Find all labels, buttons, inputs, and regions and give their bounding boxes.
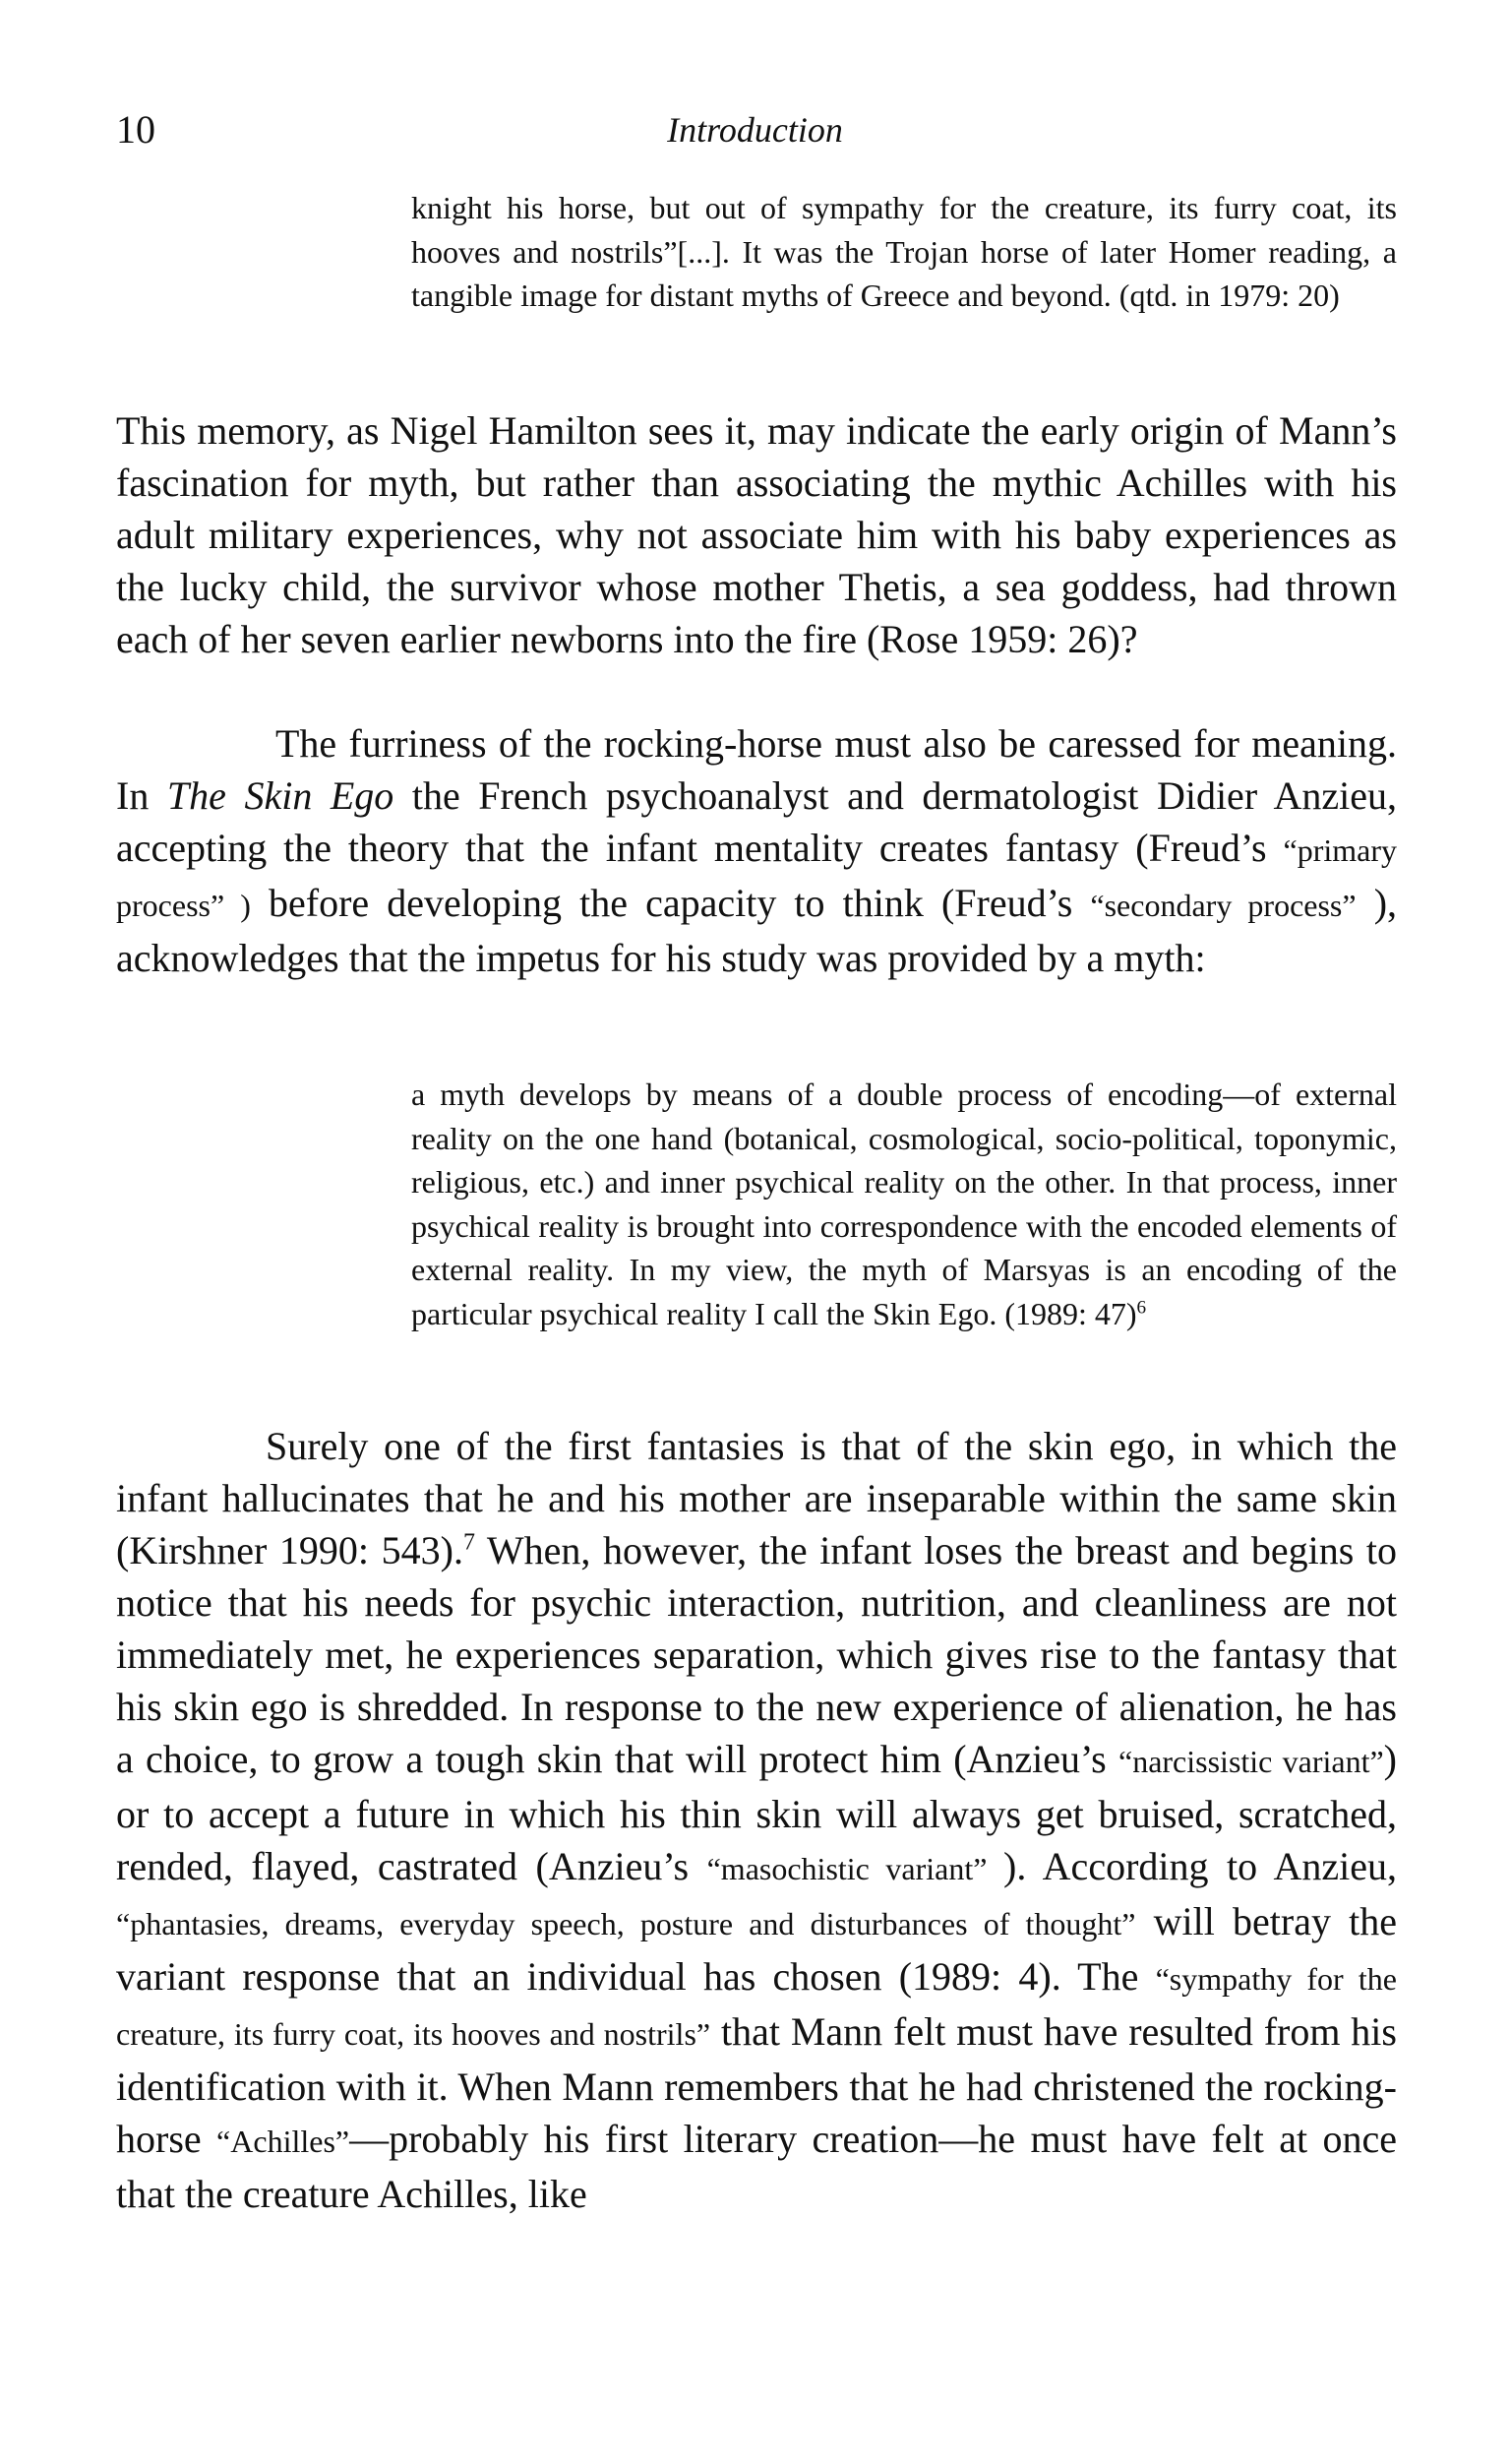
block-quote-2-text: a myth develops by means of a double process of encoding—of external reality on the one hand (botanical, cosmological, socio-political, toponymic, religious, etc.) and inner psychical reality on the other. In that process, inner psychical reality is brought into correspondence with the encoded elements of external reality. In my view, the myth of Marsyas is an encoding of the particular psychical reality I call the Skin Ego. (1989: 47) bbox=[411, 1077, 1397, 1331]
page-number: 10 bbox=[116, 107, 155, 152]
paragraph-3-text-a: Surely one of the first fantasies is that of the skin ego, in which the infant hallucinates that he and his mother are inseparable within the same skin (Kirshner 1990: 543). bbox=[116, 1424, 1397, 1572]
quote-masochistic-variant: “masochistic variant” bbox=[706, 1851, 1004, 1886]
quote-secondary-process: “secondary process” bbox=[1090, 888, 1357, 923]
block-quote-1 bbox=[411, 186, 1397, 318]
paragraph-3-text-b: When, however, the infant loses the breast and begins to notice that his needs for psychic interaction, nutrition, and cleanliness are not immediately met, he experiences separation, which gives rise to the fantasy that his skin ego is shredded. In response to the new experience of alienation, he has a choice, to grow a tough skin that will protect him (Anzieu’s bbox=[116, 1528, 1398, 1781]
paragraph-2 bbox=[116, 717, 1397, 984]
paragraph-2-text-d: ), acknowledges that the impetus for his study was provided by a myth: bbox=[116, 881, 1398, 980]
paragraph-3 bbox=[116, 1420, 1397, 2220]
block-quote-1-text: knight his horse, but out of sympathy for the creature, its furry coat, its hooves and nostrils”[...]. It was the Trojan horse of later Homer reading, a tangible image for distant myths of Greece and beyond. (qtd. in 1979: 20) bbox=[411, 190, 1397, 313]
footnote-marker-6: 6 bbox=[1136, 1296, 1147, 1318]
quote-phantasies: “phantasies, dreams, everyday speech, posture and disturbances of thought” bbox=[116, 1906, 1136, 1941]
paragraph-2-text-b: the French psychoanalyst and dermatologist Didier Anzieu, accepting the theory that the infant mentality creates fantasy (Freud’s bbox=[116, 773, 1397, 870]
paragraph-2-text-a: The furriness of the rocking-horse must also be caressed for meaning. In bbox=[116, 721, 1397, 818]
quote-sympathy: “sympathy for the creature, its furry coat, its hooves and nostrils” bbox=[116, 1961, 1398, 2052]
paragraph-3-text-g: —probably his first literary creation—he must have felt at once that the creature Achilles, like bbox=[116, 2117, 1398, 2216]
paragraph-2-text-c: before developing the capacity to think (Freud’s bbox=[250, 881, 1091, 925]
paragraph-3-text-d: ). According to Anzieu, bbox=[1003, 1844, 1398, 1888]
paragraph-3-text-f: that Mann felt must have resulted from his identification with it. When Mann remembers that he had christened the rocking-horse bbox=[116, 2009, 1397, 2161]
block-quote-2 bbox=[411, 1073, 1397, 1335]
paragraph-3-text-e: will betray the variant response that an individual has chosen (1989: 4). The bbox=[116, 1899, 1397, 1999]
quote-achilles: “Achilles” bbox=[216, 2124, 350, 2159]
running-title: Introduction bbox=[667, 110, 843, 150]
footnote-marker-7: 7 bbox=[462, 1529, 475, 1556]
quote-narcissistic-variant: “narcissistic variant” bbox=[1117, 1744, 1384, 1779]
paragraph-1 bbox=[116, 404, 1397, 665]
paragraph-3-text-c: ) or to accept a future in which his thin skin will always get bruised, scratched, rended, flayed, castrated (Anzieu’s bbox=[116, 1737, 1397, 1888]
paragraph-1-text: This memory, as Nigel Hamilton sees it, may indicate the early origin of Mann’s fascination for myth, but rather than associating the mythic Achilles with his adult military experiences, why not associate him with his baby experiences as the lucky child, the survivor whose mother Thetis, a sea goddess, had thrown each of her seven earlier newborns into the fire (Rose 1959: 26)? bbox=[116, 408, 1397, 661]
quote-primary-process: “primary process” ) bbox=[116, 832, 1397, 923]
book-title: The Skin Ego bbox=[166, 773, 394, 818]
